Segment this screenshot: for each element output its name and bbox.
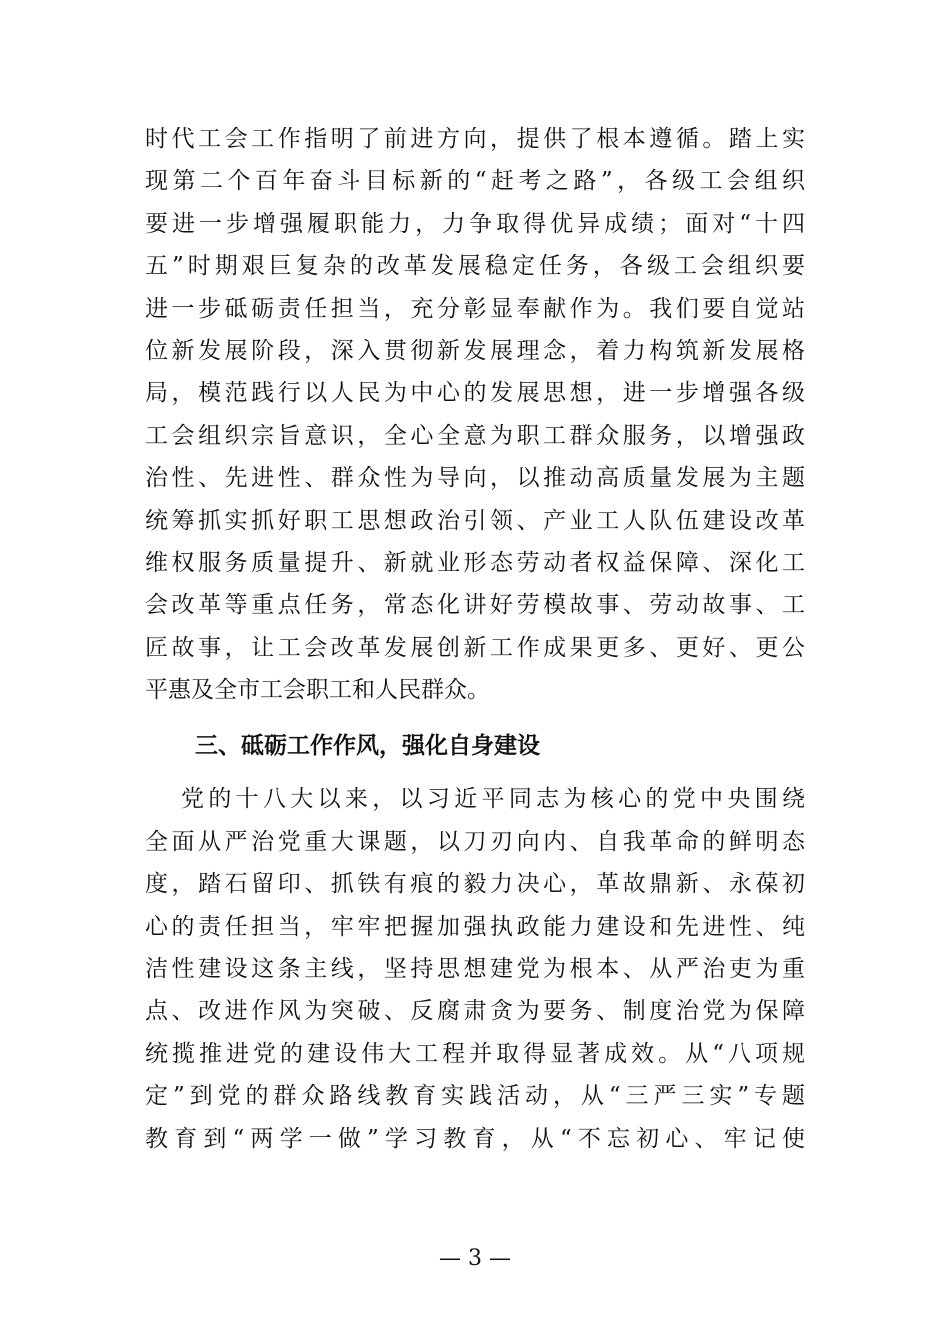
text-line: 统筹抓实抓好职工思想政治引领、产业工人队伍建设改革 xyxy=(145,507,805,534)
text-line: 位新发展阶段，深入贯彻新发展理念，着力构筑新发展格 xyxy=(145,337,805,364)
section-heading: 三、砥砺工作作风，强化自身建设 xyxy=(195,733,540,760)
text-line: 要进一步增强履职能力，力争取得优异成绩；面对“十四 xyxy=(145,210,805,237)
text-line: 教育到“两学一做”学习教育，从“不忘初心、牢记使 xyxy=(145,1125,805,1152)
text-line: 度，踏石留印、抓铁有痕的毅力决心，革故鼎新、永葆初 xyxy=(145,871,805,898)
text-line: 全面从严治党重大课题，以刀刃向内、自我革命的鲜明态 xyxy=(145,828,805,855)
text-line: 局，模范践行以人民为中心的发展思想，进一步增强各级 xyxy=(145,380,805,407)
text-line: 党的十八大以来，以习近平同志为核心的党中央围绕 xyxy=(181,786,805,813)
document-body xyxy=(145,118,805,1160)
text-line: 进一步砥砺责任担当，充分彰显奉献作为。我们要自觉站 xyxy=(145,295,805,322)
text-line: 现第二个百年奋斗目标新的“赶考之路”，各级工会组织 xyxy=(145,168,805,195)
text-line: 治性、先进性、群众性为导向，以推动高质量发展为主题 xyxy=(145,465,805,492)
text-line: 点、改进作风为突破、反腐肃贪为要务、制度治党为保障 xyxy=(145,998,805,1025)
paragraph-2 xyxy=(145,778,805,1160)
text-line: 定”到党的群众路线教育实践活动，从“三严三实”专题 xyxy=(145,1083,805,1110)
text-line: 统揽推进党的建设伟大工程并取得显著成效。从“八项规 xyxy=(145,1040,805,1067)
text-line: 匠故事，让工会改革发展创新工作成果更多、更好、更公 xyxy=(145,634,805,661)
text-line: 平惠及全市工会职工和人民群众。 xyxy=(145,677,490,704)
paragraph-1 xyxy=(145,118,805,711)
text-line: 时代工会工作指明了前进方向，提供了根本遵循。踏上实 xyxy=(145,126,805,152)
text-line: 会改革等重点任务，常态化讲好劳模故事、劳动故事、工 xyxy=(145,592,805,619)
text-line: 洁性建设这条主线，坚持思想建党为根本、从严治吏为重 xyxy=(145,956,805,983)
text-line: 工会组织宗旨意识，全心全意为职工群众服务，以增强政 xyxy=(145,422,805,449)
text-line: 维权服务质量提升、新就业形态劳动者权益保障、深化工 xyxy=(145,549,805,576)
text-line: 心的责任担当，牢牢把握加强执政能力建设和先进性、纯 xyxy=(145,913,805,940)
page-number: — 3 — xyxy=(439,1246,511,1271)
text-line: 五”时期艰巨复杂的改革发展稳定任务，各级工会组织要 xyxy=(145,253,805,280)
